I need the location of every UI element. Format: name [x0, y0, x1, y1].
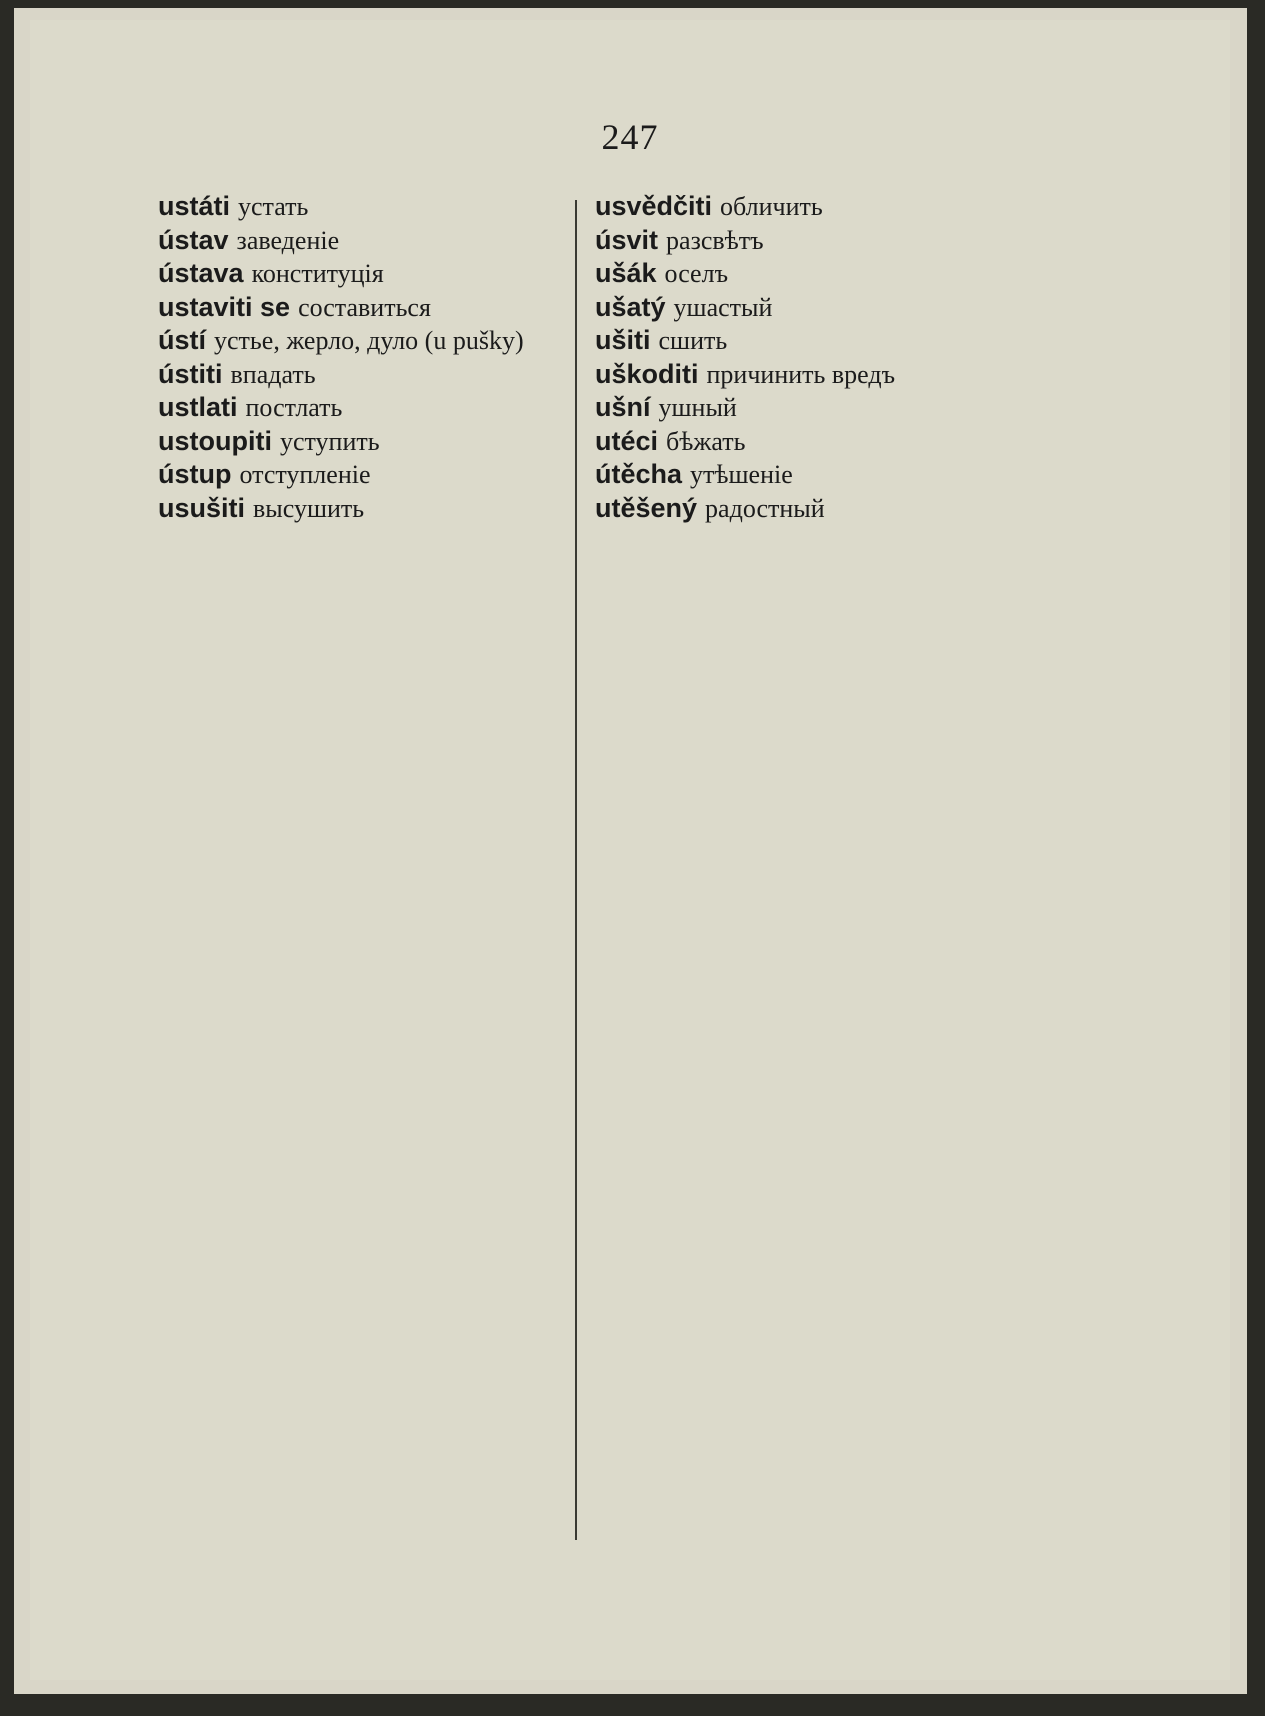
dictionary-entry	[158, 190, 548, 224]
dictionary-entry	[595, 291, 1015, 325]
headword: ústup	[158, 459, 232, 489]
headword: ústav	[158, 224, 229, 255]
translation: причинить вредъ	[706, 359, 896, 389]
dictionary-page	[30, 20, 1230, 1680]
translation: утѣшеніе	[690, 460, 793, 489]
left-column	[158, 190, 548, 525]
translation: заведеніе	[236, 225, 340, 255]
dictionary-entry	[158, 391, 548, 425]
translation: бѣжать	[666, 426, 746, 456]
headword: útěcha	[595, 459, 683, 489]
dictionary-entry	[595, 257, 1015, 291]
headword: ustaviti se	[158, 291, 291, 322]
translation: ушный	[658, 393, 737, 422]
translation: составиться	[298, 292, 431, 322]
dictionary-entry	[595, 224, 1015, 258]
dictionary-entry	[158, 224, 548, 258]
dictionary-entry	[158, 324, 548, 358]
translation: уступить	[279, 426, 380, 456]
translation: впадать	[230, 359, 316, 389]
translation: устье, жерло, дуло (u pušky)	[214, 326, 524, 355]
headword: ústí	[158, 325, 207, 355]
dictionary-entry	[158, 291, 548, 325]
headword: utéci	[595, 425, 659, 456]
dictionary-entry	[595, 190, 1015, 224]
translation: радостный	[705, 493, 825, 523]
headword: ušiti	[595, 325, 651, 355]
translation: оселъ	[664, 259, 729, 288]
headword: ústava	[158, 258, 244, 288]
headword: ušatý	[595, 291, 666, 322]
headword: ustáti	[158, 191, 231, 221]
headword: uškoditi	[595, 358, 699, 389]
headword: usušiti	[158, 492, 246, 523]
translation: разсвѣтъ	[666, 225, 764, 255]
dictionary-entry	[158, 257, 548, 291]
dictionary-entry	[595, 458, 1015, 492]
translation: устать	[238, 192, 309, 221]
right-column	[595, 190, 1015, 525]
translation: обличить	[720, 192, 823, 221]
dictionary-entry	[595, 358, 1015, 392]
column-divider	[575, 200, 577, 1540]
dictionary-entry	[158, 458, 548, 492]
translation: конституція	[251, 259, 384, 288]
headword: ustoupiti	[158, 425, 272, 456]
translation: постлать	[245, 393, 343, 422]
headword: usvědčiti	[595, 191, 713, 221]
headword: úsvit	[595, 224, 659, 255]
dictionary-entry	[595, 391, 1015, 425]
headword: utěšený	[595, 492, 698, 523]
translation: сшить	[658, 326, 728, 355]
headword: ušák	[595, 258, 657, 288]
dictionary-entry	[595, 492, 1015, 526]
dictionary-entry	[158, 358, 548, 392]
headword: ústitі	[158, 358, 223, 389]
headword: ušní	[595, 392, 651, 422]
dictionary-entry	[158, 492, 548, 526]
translation: отступленіе	[239, 460, 371, 489]
page-number: 247	[601, 117, 659, 157]
translation: ушастый	[673, 292, 773, 322]
dictionary-entry	[158, 425, 548, 459]
translation: высушить	[253, 493, 365, 523]
headword: ustlati	[158, 392, 238, 422]
dictionary-entry	[595, 425, 1015, 459]
dictionary-entry	[595, 324, 1015, 358]
